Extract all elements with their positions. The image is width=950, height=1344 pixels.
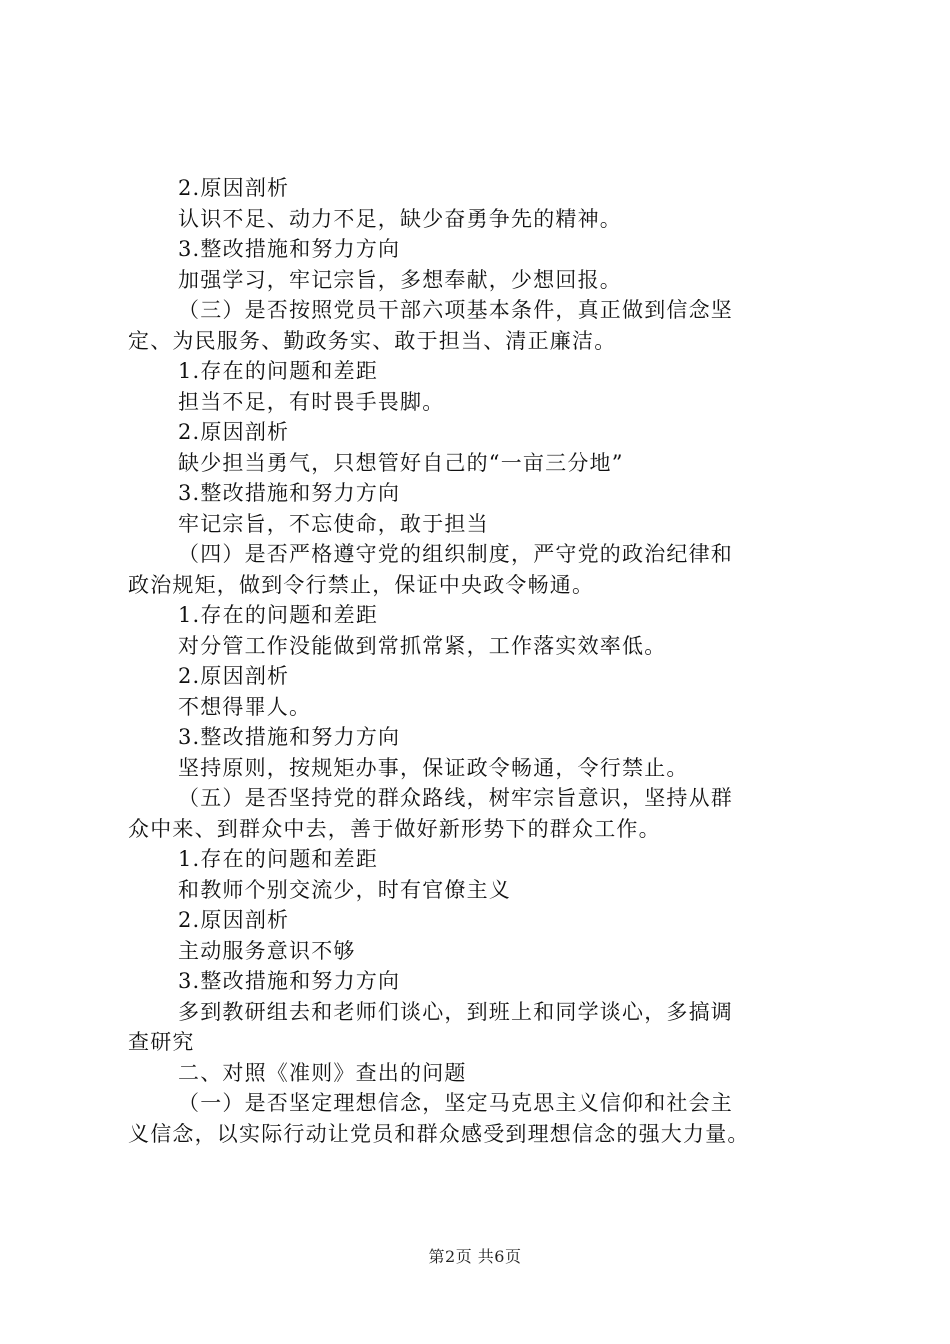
text-line: 1.存在的问题和差距	[178, 359, 379, 383]
text-line: 加强学习，牢记宗旨，多想奉献，少想回报。	[178, 267, 622, 292]
text-line: 3.整改措施和努力方向	[178, 969, 401, 993]
text-line: 坚持原则，按规矩办事，保证政令畅通，令行禁止。	[178, 755, 689, 780]
document-body	[128, 173, 838, 1149]
text-line: 3.整改措施和努力方向	[178, 725, 401, 749]
text-line: 主动服务意识不够	[178, 938, 356, 963]
text-line: 定、为民服务、勤政务实、敢于担当、清正廉洁。	[128, 328, 617, 353]
text-line: 牢记宗旨，不忘使命，敢于担当	[178, 511, 489, 536]
text-line: （三）是否按照党员干部六项基本条件，真正做到信念坚	[178, 298, 733, 322]
text-line: 不想得罪人。	[178, 694, 312, 719]
text-line: 3.整改措施和努力方向	[178, 481, 401, 505]
text-line: 认识不足、动力不足，缺少奋勇争先的精神。	[178, 206, 622, 231]
text-line: （四）是否严格遵守党的组织制度，严守党的政治纪律和	[178, 542, 733, 566]
text-line: 2.原因剖析	[178, 420, 290, 444]
text-line: （一）是否坚定理想信念，坚定马克思主义信仰和社会主	[178, 1091, 733, 1115]
text-line: （五）是否坚持党的群众路线，树牢宗旨意识，坚持从群	[178, 786, 733, 810]
text-line: 政治规矩，做到令行禁止，保证中央政令畅通。	[128, 572, 595, 597]
text-line: 和教师个别交流少，时有官僚主义	[178, 877, 511, 902]
text-line: 3.整改措施和努力方向	[178, 237, 401, 261]
text-line: 1.存在的问题和差距	[178, 603, 379, 627]
text-line: 二、对照《准则》查出的问题	[178, 1060, 467, 1085]
text-line: 2.原因剖析	[178, 908, 290, 932]
text-line: 1.存在的问题和差距	[178, 847, 379, 871]
text-line: 义信念，以实际行动让党员和群众感受到理想信念的强大力量。	[128, 1121, 750, 1146]
text-line: 众中来、到群众中去，善于做好新形势下的群众工作。	[128, 816, 661, 841]
page-footer: 第2页 共6页	[428, 1247, 522, 1266]
text-line: 多到教研组去和老师们谈心，到班上和同学谈心，多搞调	[178, 999, 733, 1024]
text-line: 担当不足，有时畏手畏脚。	[178, 389, 445, 414]
text-line: 对分管工作没能做到常抓常紧，工作落实效率低。	[178, 633, 667, 658]
text-line: 2.原因剖析	[178, 664, 290, 688]
text-line: 2.原因剖析	[178, 176, 290, 200]
text-line: 缺少担当勇气，只想管好自己的“一亩三分地”	[178, 450, 624, 475]
text-line: 查研究	[128, 1030, 195, 1054]
